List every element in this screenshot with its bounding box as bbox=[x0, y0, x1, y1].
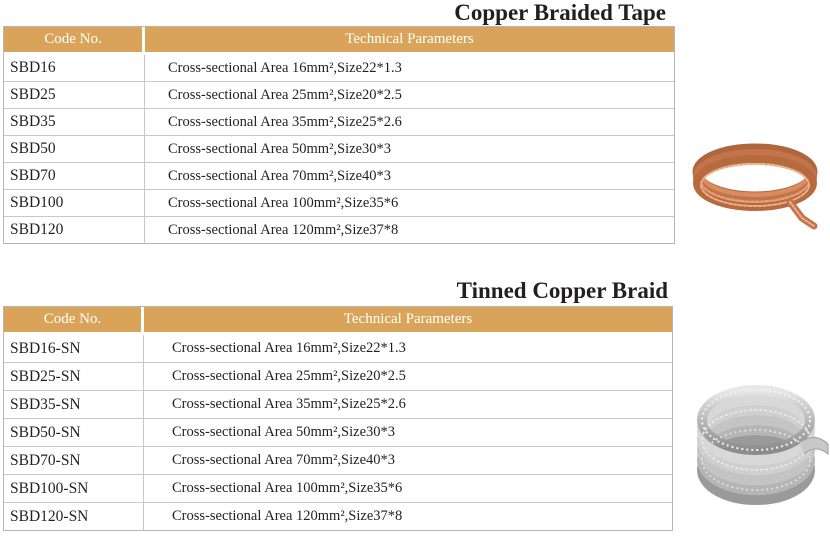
table-row bbox=[4, 447, 672, 475]
tinned-braid-coil-icon bbox=[696, 372, 830, 512]
code-no-cell: SBD35-SN bbox=[4, 391, 144, 419]
code-no-cell: SBD70 bbox=[4, 163, 145, 190]
technical-parameters-cell: Cross-sectional Area 16mm²,Size22*1.3 bbox=[145, 55, 674, 82]
table-row bbox=[4, 335, 672, 363]
table-row bbox=[4, 109, 674, 136]
tinned-copper-braid-title: Tinned Copper Braid bbox=[456, 278, 668, 303]
code-no-cell: SBD100-SN bbox=[4, 475, 144, 503]
code-no-cell: SBD50 bbox=[4, 136, 145, 163]
copper-braided-tape-title: Copper Braided Tape bbox=[454, 0, 666, 25]
technical-parameters-cell: Cross-sectional Area 120mm²,Size37*8 bbox=[168, 221, 399, 238]
technical-parameters-cell: Cross-sectional Area 100mm²,Size35*6 bbox=[145, 190, 674, 217]
code-no-cell: SBD16-SN bbox=[4, 335, 144, 363]
technical-parameters-cell: Cross-sectional Area 16mm²,Size22*1.3 bbox=[144, 335, 672, 363]
table-row bbox=[4, 503, 672, 530]
code-no-cell: SBD35 bbox=[4, 109, 145, 136]
code-no-cell: SBD25-SN bbox=[4, 363, 144, 391]
technical-parameters-cell: Cross-sectional Area 35mm²,Size25*2.6 bbox=[144, 391, 672, 419]
tinned-copper-braid-table bbox=[3, 306, 673, 531]
table-row bbox=[4, 419, 672, 447]
technical-parameters-cell: Cross-sectional Area 25mm²,Size20*2.5 bbox=[145, 82, 674, 109]
table-header-row bbox=[4, 307, 672, 335]
technical-parameters-cell: Cross-sectional Area 120mm²,Size37*8 bbox=[172, 508, 403, 524]
code-no-cell: SBD50-SN bbox=[4, 419, 144, 447]
code-no-cell: SBD120 bbox=[4, 217, 145, 243]
table-header-row bbox=[4, 27, 674, 55]
technical-parameters-cell: Cross-sectional Area 50mm²,Size30*3 bbox=[144, 419, 672, 447]
table-row bbox=[4, 82, 674, 109]
table-row bbox=[4, 475, 672, 503]
code-no-cell: SBD120-SN bbox=[4, 503, 144, 530]
table-row bbox=[4, 363, 672, 391]
technical-parameters-cell: Cross-sectional Area 35mm²,Size25*2.6 bbox=[145, 109, 674, 136]
code-no-cell: SBD100 bbox=[4, 190, 145, 217]
technical-parameters-cell: Cross-sectional Area 70mm²,Size40*3 bbox=[145, 163, 674, 190]
table-row bbox=[4, 55, 674, 82]
technical-parameters-cell: Cross-sectional Area 50mm²,Size30*3 bbox=[145, 136, 674, 163]
code-no-cell: SBD25 bbox=[4, 82, 145, 109]
technical-parameters-cell: Cross-sectional Area 25mm²,Size20*2.5 bbox=[144, 363, 672, 391]
table-row bbox=[4, 217, 674, 243]
code-no-cell: SBD16 bbox=[4, 55, 145, 82]
copper-braided-tape-table bbox=[3, 26, 675, 244]
technical-parameters-header: Technical Parameters bbox=[145, 27, 674, 55]
technical-parameters-header: Technical Parameters bbox=[144, 307, 672, 335]
copper-braid-coil-icon bbox=[690, 132, 820, 232]
technical-parameters-cell: Cross-sectional Area 100mm²,Size35*6 bbox=[144, 475, 672, 503]
table-row bbox=[4, 163, 674, 190]
code-no-cell: SBD70-SN bbox=[4, 447, 144, 475]
technical-parameters-cell: Cross-sectional Area 70mm²,Size40*3 bbox=[144, 447, 672, 475]
table-row bbox=[4, 190, 674, 217]
table-row bbox=[4, 136, 674, 163]
table-row bbox=[4, 391, 672, 419]
code-no-header: Code No. bbox=[4, 27, 145, 55]
code-no-header: Code No. bbox=[4, 307, 144, 335]
